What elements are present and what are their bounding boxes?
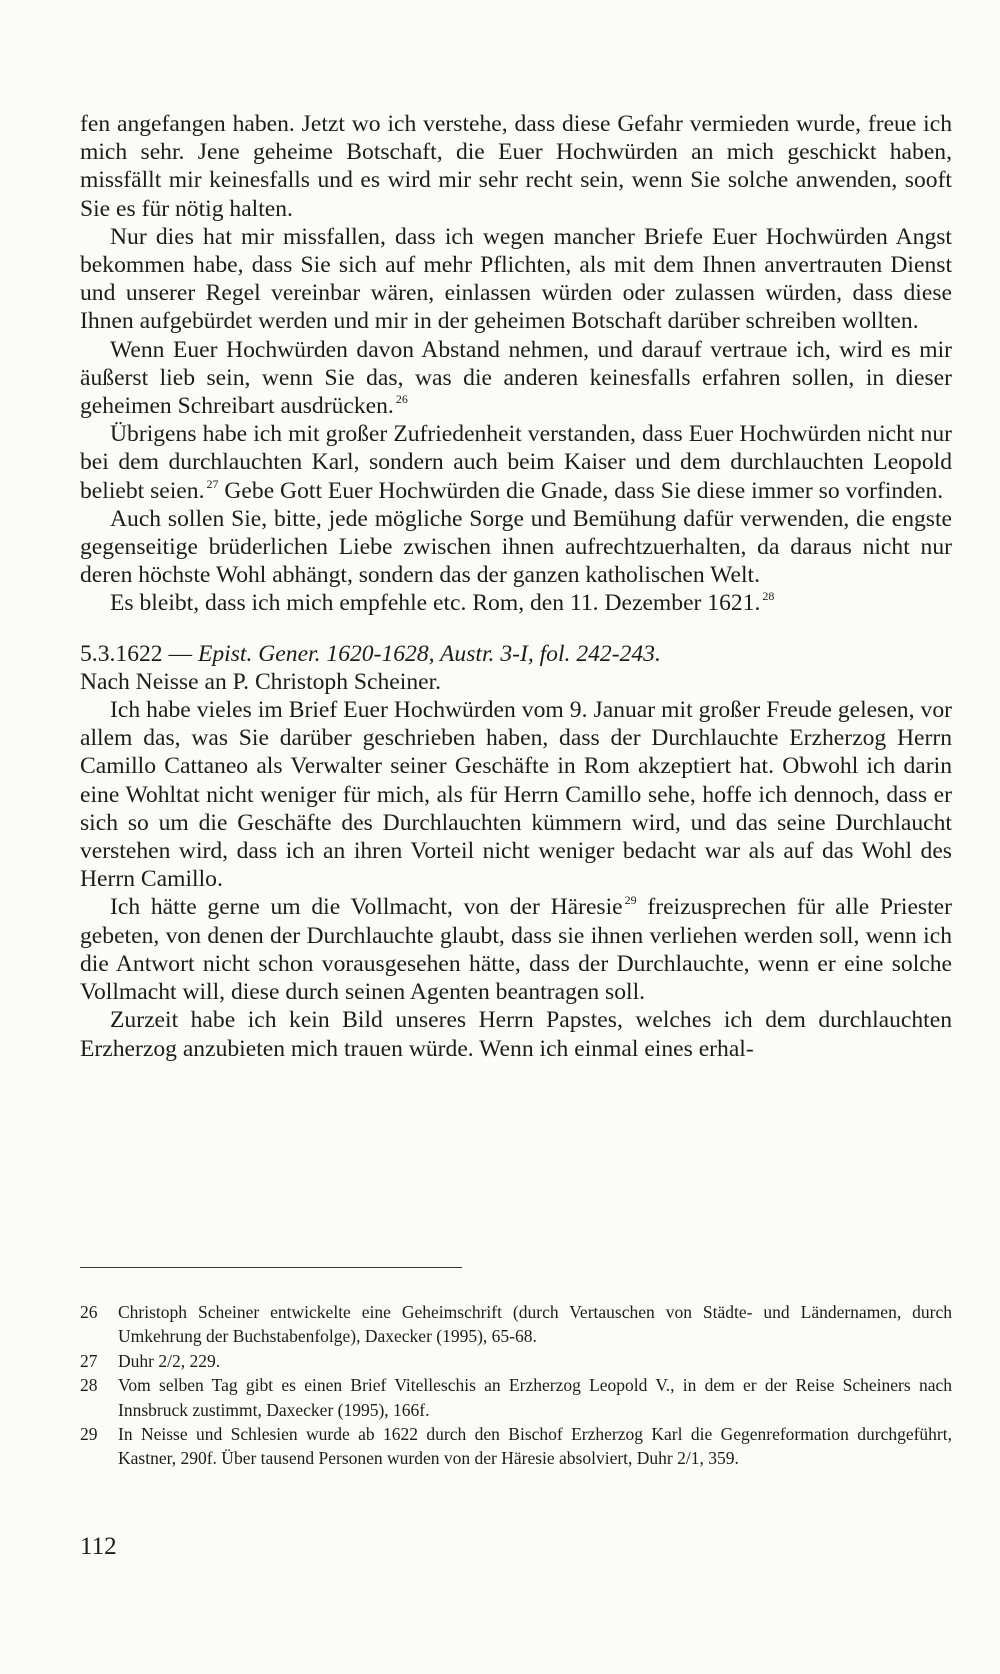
footnote-ref-27[interactable]: 27: [206, 476, 219, 491]
paragraph-7: Ich habe vieles im Brief Euer Hochwürden vom 9. Januar mit großer Freude gelesen, vor allem das, was Sie darüber geschrieben haben, dass der Durchlauchte Erzherzog Herrn Camillo Cattaneo als Verwalter seiner Geschäfte in Rom akzeptiert hat. Obwohl ich darin eine Wohltat nicht weniger für mich, als für Herrn Camillo sehe, hoffe ich dennoch, dass er sich so um die Geschäfte des Durchlauchten kümmern wird, und das seine Durchlaucht verstehen wird, dass ich an ihren Vorteil nicht weniger bedacht war als auf das Wohl des Herrn Camillo.: [80, 697, 952, 893]
footnote-ref-28[interactable]: 28: [762, 589, 775, 604]
paragraph-5: Auch sollen Sie, bitte, jede mögliche Sorge und Bemühung dafür verwenden, die engste gegenseitige brüderlichen Liebe zwischen ihnen aufrechtzuerhalten, da daraus nicht nur deren höchste Wohl abhängt, sondern das der ganzen katholischen Welt.: [80, 505, 952, 589]
letter-source: Epist. Gener. 1620-1628, Austr. 3-I, fol. 242-243.: [197, 640, 661, 667]
footnotes: [80, 1300, 952, 1471]
paragraph-8-text-a: Ich hätte gerne um die Vollmacht, von der Häresie: [110, 894, 623, 921]
paragraph-3: [80, 336, 952, 421]
footnote-ref-29[interactable]: 29: [624, 893, 637, 908]
footnote-divider: [80, 1267, 462, 1268]
paragraph-2: Nur dies hat mir missfallen, dass ich wegen mancher Briefe Euer Hochwürden Angst bekommen habe, dass Sie sich auf mehr Pflichten, als mit dem Ihnen anvertrauten Dienst und unserer Regel vereinbar wären, einlassen würden oder zulassen würden, dass diese Ihnen aufgebürdet werden und mir in der geheimen Botschaft darüber schreiben wollten.: [80, 223, 952, 335]
footnote-28: [80, 1373, 952, 1422]
footnote-number: 28: [80, 1375, 98, 1396]
paragraph-9: Zurzeit habe ich kein Bild unseres Herrn Papstes, welches ich dem durchlauchten Erzherzog anzubieten mich trauen würde. Wenn ich einmal eines erhal-: [80, 1007, 952, 1062]
footnote-number: 27: [80, 1350, 98, 1371]
paragraph-3-text: Wenn Euer Hochwürden davon Abstand nehmen, und darauf vertraue ich, wird es mir äußerst lieb sein, wenn Sie das, was die anderen keinesfalls erfahren sollen, in dieser geheimen Schreibart ausdrücken.: [80, 336, 952, 420]
main-text: [80, 110, 952, 1063]
paragraph-8: [80, 893, 952, 1006]
paragraph-6: [80, 589, 952, 617]
paragraph-6-text: Es bleibt, dass ich mich empfehle etc. Rom, den 11. Dezember 1621.: [110, 590, 761, 617]
footnote-27: [80, 1349, 952, 1373]
paragraph-4-text-b: Gebe Gott Euer Hochwürden die Gnade, dass Sie diese immer so vorfinden.: [218, 477, 944, 504]
paragraph-4-text-a: Übrigens habe ich mit großer Zufriedenheit verstanden, dass Euer Hochwürden nicht nur bei dem durchlauchten Karl, sondern auch beim Kaiser und dem durchlauchten Leopold beliebt seien.: [80, 421, 952, 504]
footnote-text: Christoph Scheiner entwickelte eine Geheimschrift (durch Vertauschen von Städte- und Ländernamen, durch Umkehrung der Buchstabenfolge), Daxecker (1995), 65-68.: [118, 1302, 952, 1347]
letter-heading: [80, 640, 952, 668]
footnote-29: [80, 1422, 952, 1471]
footnote-text: Duhr 2/2, 229.: [118, 1350, 221, 1371]
footnote-ref-26[interactable]: 26: [395, 392, 408, 407]
letter-date: 5.3.1622 —: [80, 640, 198, 667]
footnote-text: Vom selben Tag gibt es einen Brief Vitelleschis an Erzherzog Leopold V., in dem er der Reise Scheiners nach Innsbruck zustimmt, Daxecker (1995), 166f.: [118, 1375, 952, 1420]
footnote-number: 29: [80, 1424, 98, 1445]
footnote-26: [80, 1300, 952, 1349]
footnote-text: In Neisse und Schlesien wurde ab 1622 durch den Bischof Erzherzog Karl die Gegenreformation durchgeführt, Kastner, 290f. Über tausend Personen wurden von der Häresie absolviert, Duhr 2/1, 359.: [118, 1424, 952, 1469]
letter-recipient: Nach Neisse an P. Christoph Scheiner.: [80, 668, 442, 695]
paragraph-4: [80, 420, 952, 505]
paragraph-1: fen angefangen haben. Jetzt wo ich verstehe, dass diese Gefahr vermieden wurde, freue ich mich sehr. Jene geheime Botschaft, die Euer Hochwürden an mich geschickt haben, missfällt mir keinesfalls und es wird mir sehr recht sein, wenn Sie solche anwenden, sooft Sie es für nötig halten.: [80, 111, 952, 222]
paragraph-8-text-b: freizusprechen für alle Priester gebeten, von denen der Durchlauchte glaubt, dass sie ihnen verliehen werden soll, wenn ich die Antwort nicht schon vorausgesehen hätte, dass der Durchlauchte, wenn er eine solche Vollmacht will, diese durch seinen Agenten beantragen soll.: [80, 894, 953, 1006]
page-number: 112: [80, 1533, 117, 1560]
footnote-number: 26: [80, 1302, 98, 1322]
